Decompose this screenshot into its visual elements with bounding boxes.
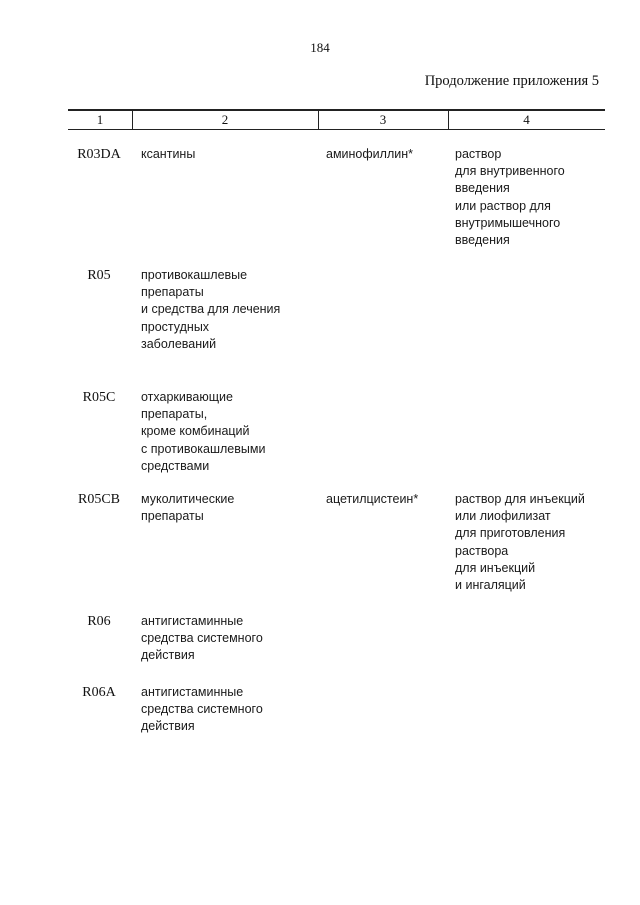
dosage-form-line: внутримышечного: [455, 215, 561, 230]
column-header: 3: [379, 112, 387, 127]
group-name-line: муколитические: [141, 492, 235, 506]
substance-name-line: ацетилцистеин*: [326, 492, 419, 506]
dosage-form-line: и ингаляций: [455, 578, 526, 593]
group-name: [141, 491, 311, 525]
group-name-line: простудных: [141, 319, 210, 334]
group-name: [141, 389, 311, 475]
continuation-title: Продолжение приложения 5: [424, 73, 599, 89]
substance-name-line: аминофиллин*: [326, 147, 413, 161]
dosage-form-line: раствора: [455, 543, 509, 558]
group-name-line: средствами: [141, 458, 210, 473]
group-name-line: кроме комбинаций: [141, 424, 250, 439]
group-name-line: препараты: [141, 509, 204, 524]
group-name-line: с противокашлевыми: [141, 441, 266, 456]
group-name-line: антигистаминные: [141, 614, 244, 628]
dosage-form-line: для инъекций: [455, 560, 536, 575]
group-name-line: антигистаминные: [141, 685, 244, 699]
group-name: [141, 613, 311, 665]
atc-code: R05C: [82, 390, 116, 405]
table-header: [68, 109, 605, 130]
dosage-form: [455, 146, 605, 249]
dosage-form-line: или раствор для: [455, 198, 551, 213]
page-number: 184: [310, 40, 330, 55]
group-name-line: средства системного: [141, 631, 263, 646]
atc-code: R03DA: [77, 147, 121, 162]
column-header: 2: [221, 112, 229, 127]
atc-code: R05: [87, 268, 111, 283]
dosage-form-line: раствор: [455, 147, 502, 161]
dosage-form-line: или лиофилизат: [455, 509, 551, 524]
group-name-line: препараты,: [141, 407, 208, 422]
group-name-line: препараты: [141, 285, 204, 300]
dosage-form-line: для приготовления: [455, 526, 566, 541]
group-name-line: отхаркивающие: [141, 390, 233, 404]
group-name: [141, 684, 311, 736]
dosage-form: [455, 491, 605, 594]
group-name-line: действия: [141, 648, 195, 663]
group-name-line: противокашлевые: [141, 268, 248, 282]
group-name-line: действия: [141, 719, 195, 734]
dosage-form-line: раствор для инъекций: [455, 492, 585, 506]
substance-name: [326, 491, 451, 508]
group-name: [141, 146, 311, 163]
column-header: 1: [96, 112, 104, 127]
group-name-line: заболеваний: [141, 336, 217, 351]
group-name-line: и средства для лечения: [141, 302, 281, 317]
dosage-form-line: введения: [455, 181, 510, 196]
substance-name: [326, 146, 451, 163]
group-name: [141, 267, 311, 353]
dosage-form-line: введения: [455, 233, 510, 248]
atc-code: R06A: [82, 685, 116, 700]
group-name-line: средства системного: [141, 702, 263, 717]
atc-code: R06: [87, 614, 111, 629]
column-header: 4: [523, 112, 530, 127]
group-name-line: ксантины: [141, 147, 196, 161]
atc-code: R05CB: [77, 492, 120, 507]
dosage-form-line: для внутривенного: [455, 164, 565, 179]
